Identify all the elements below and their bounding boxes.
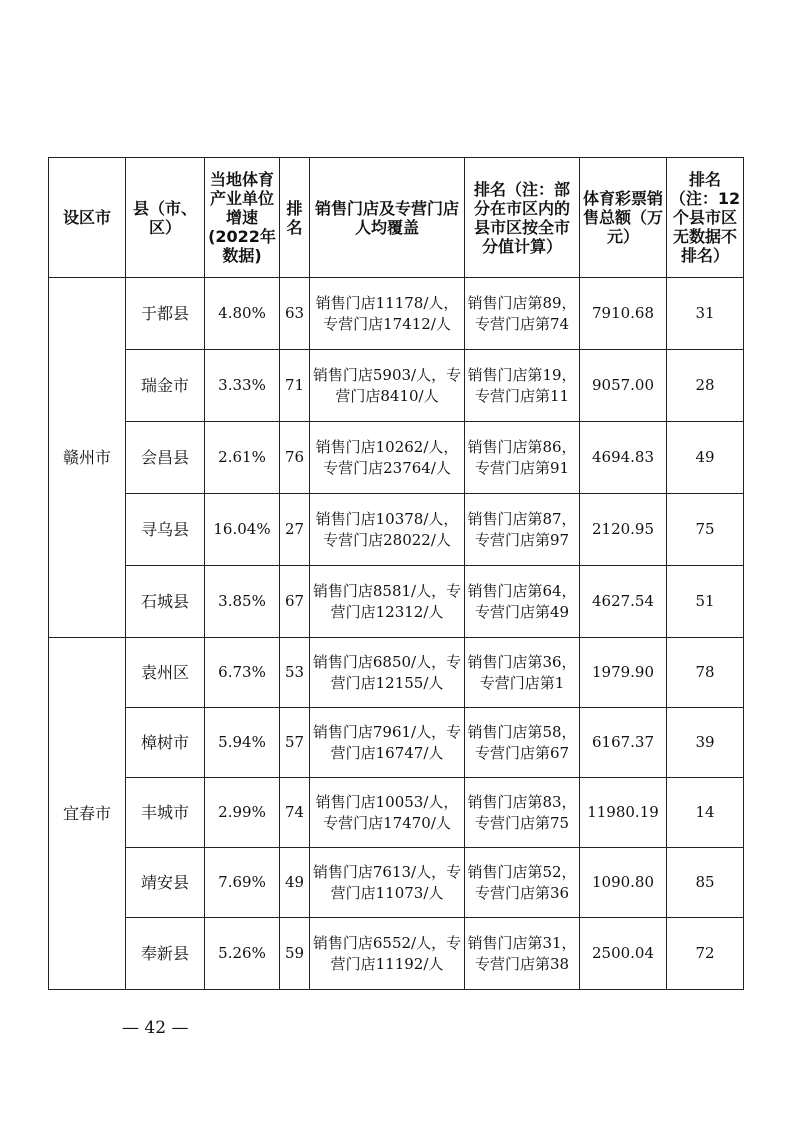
growth-cell: 6.73% xyxy=(205,638,280,708)
sales-rank-cell: 39 xyxy=(667,708,744,778)
header-sales-rank: 排名（注：12个县市区无数据不排名） xyxy=(667,158,744,278)
growth-rank-cell: 71 xyxy=(280,350,310,422)
growth-rank-cell: 63 xyxy=(280,278,310,350)
growth-cell: 5.94% xyxy=(205,708,280,778)
coverage-rank-cell: 销售门店第87，专营门店第97 xyxy=(465,494,580,566)
table-row xyxy=(49,350,744,422)
table-row xyxy=(49,638,744,708)
sales-cell: 9057.00 xyxy=(580,350,667,422)
sales-rank-cell: 51 xyxy=(667,566,744,638)
coverage-cell: 销售门店6552/人，专营门店11192/人 xyxy=(310,918,465,990)
sales-cell: 2120.95 xyxy=(580,494,667,566)
coverage-rank-cell: 销售门店第36，专营门店第1 xyxy=(465,638,580,708)
coverage-rank-cell: 销售门店第58，专营门店第67 xyxy=(465,708,580,778)
county-cell: 奉新县 xyxy=(126,918,205,990)
county-cell: 靖安县 xyxy=(126,848,205,918)
growth-cell: 2.99% xyxy=(205,778,280,848)
coverage-cell: 销售门店6850/人，专营门店12155/人 xyxy=(310,638,465,708)
growth-cell: 16.04% xyxy=(205,494,280,566)
growth-rank-cell: 53 xyxy=(280,638,310,708)
header-city: 设区市 xyxy=(49,158,126,278)
sales-rank-cell: 78 xyxy=(667,638,744,708)
city-cell: 宜春市 xyxy=(49,638,126,990)
growth-rank-cell: 57 xyxy=(280,708,310,778)
county-cell: 石城县 xyxy=(126,566,205,638)
growth-rank-cell: 74 xyxy=(280,778,310,848)
coverage-rank-cell: 销售门店第64，专营门店第49 xyxy=(465,566,580,638)
growth-cell: 3.85% xyxy=(205,566,280,638)
sales-cell: 4694.83 xyxy=(580,422,667,494)
table-body xyxy=(49,278,744,990)
header-row xyxy=(49,158,744,278)
table-row xyxy=(49,566,744,638)
sales-rank-cell: 31 xyxy=(667,278,744,350)
growth-cell: 2.61% xyxy=(205,422,280,494)
county-cell: 丰城市 xyxy=(126,778,205,848)
table-row xyxy=(49,918,744,990)
page-number: — 42 — xyxy=(122,1018,189,1038)
header-county: 县（市、区） xyxy=(126,158,205,278)
coverage-cell: 销售门店10262/人，专营门店23764/人 xyxy=(310,422,465,494)
coverage-cell: 销售门店7613/人，专营门店11073/人 xyxy=(310,848,465,918)
coverage-rank-cell: 销售门店第86，专营门店第91 xyxy=(465,422,580,494)
growth-rank-cell: 67 xyxy=(280,566,310,638)
growth-rank-cell: 59 xyxy=(280,918,310,990)
header-growth-rank: 排名 xyxy=(280,158,310,278)
sales-cell: 1979.90 xyxy=(580,638,667,708)
table-row xyxy=(49,848,744,918)
coverage-cell: 销售门店11178/人，专营门店17412/人 xyxy=(310,278,465,350)
sales-cell: 6167.37 xyxy=(580,708,667,778)
header-coverage: 销售门店及专营门店人均覆盖 xyxy=(310,158,465,278)
table-row xyxy=(49,708,744,778)
growth-cell: 5.26% xyxy=(205,918,280,990)
growth-cell: 4.80% xyxy=(205,278,280,350)
growth-cell: 3.33% xyxy=(205,350,280,422)
coverage-cell: 销售门店5903/人，专营门店8410/人 xyxy=(310,350,465,422)
coverage-cell: 销售门店10378/人，专营门店28022/人 xyxy=(310,494,465,566)
growth-cell: 7.69% xyxy=(205,848,280,918)
header-coverage-rank: 排名（注：部分在市区内的县市区按全市分值计算） xyxy=(465,158,580,278)
coverage-rank-cell: 销售门店第52，专营门店第36 xyxy=(465,848,580,918)
county-cell: 瑞金市 xyxy=(126,350,205,422)
table-row xyxy=(49,422,744,494)
header-growth: 当地体育产业单位增速(2022年数据) xyxy=(205,158,280,278)
header-sales: 体育彩票销售总额（万元） xyxy=(580,158,667,278)
county-cell: 袁州区 xyxy=(126,638,205,708)
coverage-cell: 销售门店7961/人，专营门店16747/人 xyxy=(310,708,465,778)
county-cell: 寻乌县 xyxy=(126,494,205,566)
coverage-rank-cell: 销售门店第89，专营门店第74 xyxy=(465,278,580,350)
sales-cell: 4627.54 xyxy=(580,566,667,638)
sales-rank-cell: 49 xyxy=(667,422,744,494)
coverage-cell: 销售门店8581/人，专营门店12312/人 xyxy=(310,566,465,638)
growth-rank-cell: 49 xyxy=(280,848,310,918)
sales-rank-cell: 85 xyxy=(667,848,744,918)
county-cell: 樟树市 xyxy=(126,708,205,778)
coverage-rank-cell: 销售门店第31，专营门店第38 xyxy=(465,918,580,990)
table-row xyxy=(49,494,744,566)
county-statistics-table xyxy=(48,157,744,990)
county-cell: 会昌县 xyxy=(126,422,205,494)
growth-rank-cell: 76 xyxy=(280,422,310,494)
county-cell: 于都县 xyxy=(126,278,205,350)
sales-rank-cell: 28 xyxy=(667,350,744,422)
coverage-cell: 销售门店10053/人，专营门店17470/人 xyxy=(310,778,465,848)
table-row xyxy=(49,278,744,350)
coverage-rank-cell: 销售门店第83，专营门店第75 xyxy=(465,778,580,848)
city-cell: 赣州市 xyxy=(49,278,126,638)
sales-cell: 2500.04 xyxy=(580,918,667,990)
sales-cell: 1090.80 xyxy=(580,848,667,918)
sales-rank-cell: 72 xyxy=(667,918,744,990)
sales-rank-cell: 14 xyxy=(667,778,744,848)
sales-cell: 11980.19 xyxy=(580,778,667,848)
coverage-rank-cell: 销售门店第19，专营门店第11 xyxy=(465,350,580,422)
growth-rank-cell: 27 xyxy=(280,494,310,566)
sales-cell: 7910.68 xyxy=(580,278,667,350)
table-row xyxy=(49,778,744,848)
sales-rank-cell: 75 xyxy=(667,494,744,566)
